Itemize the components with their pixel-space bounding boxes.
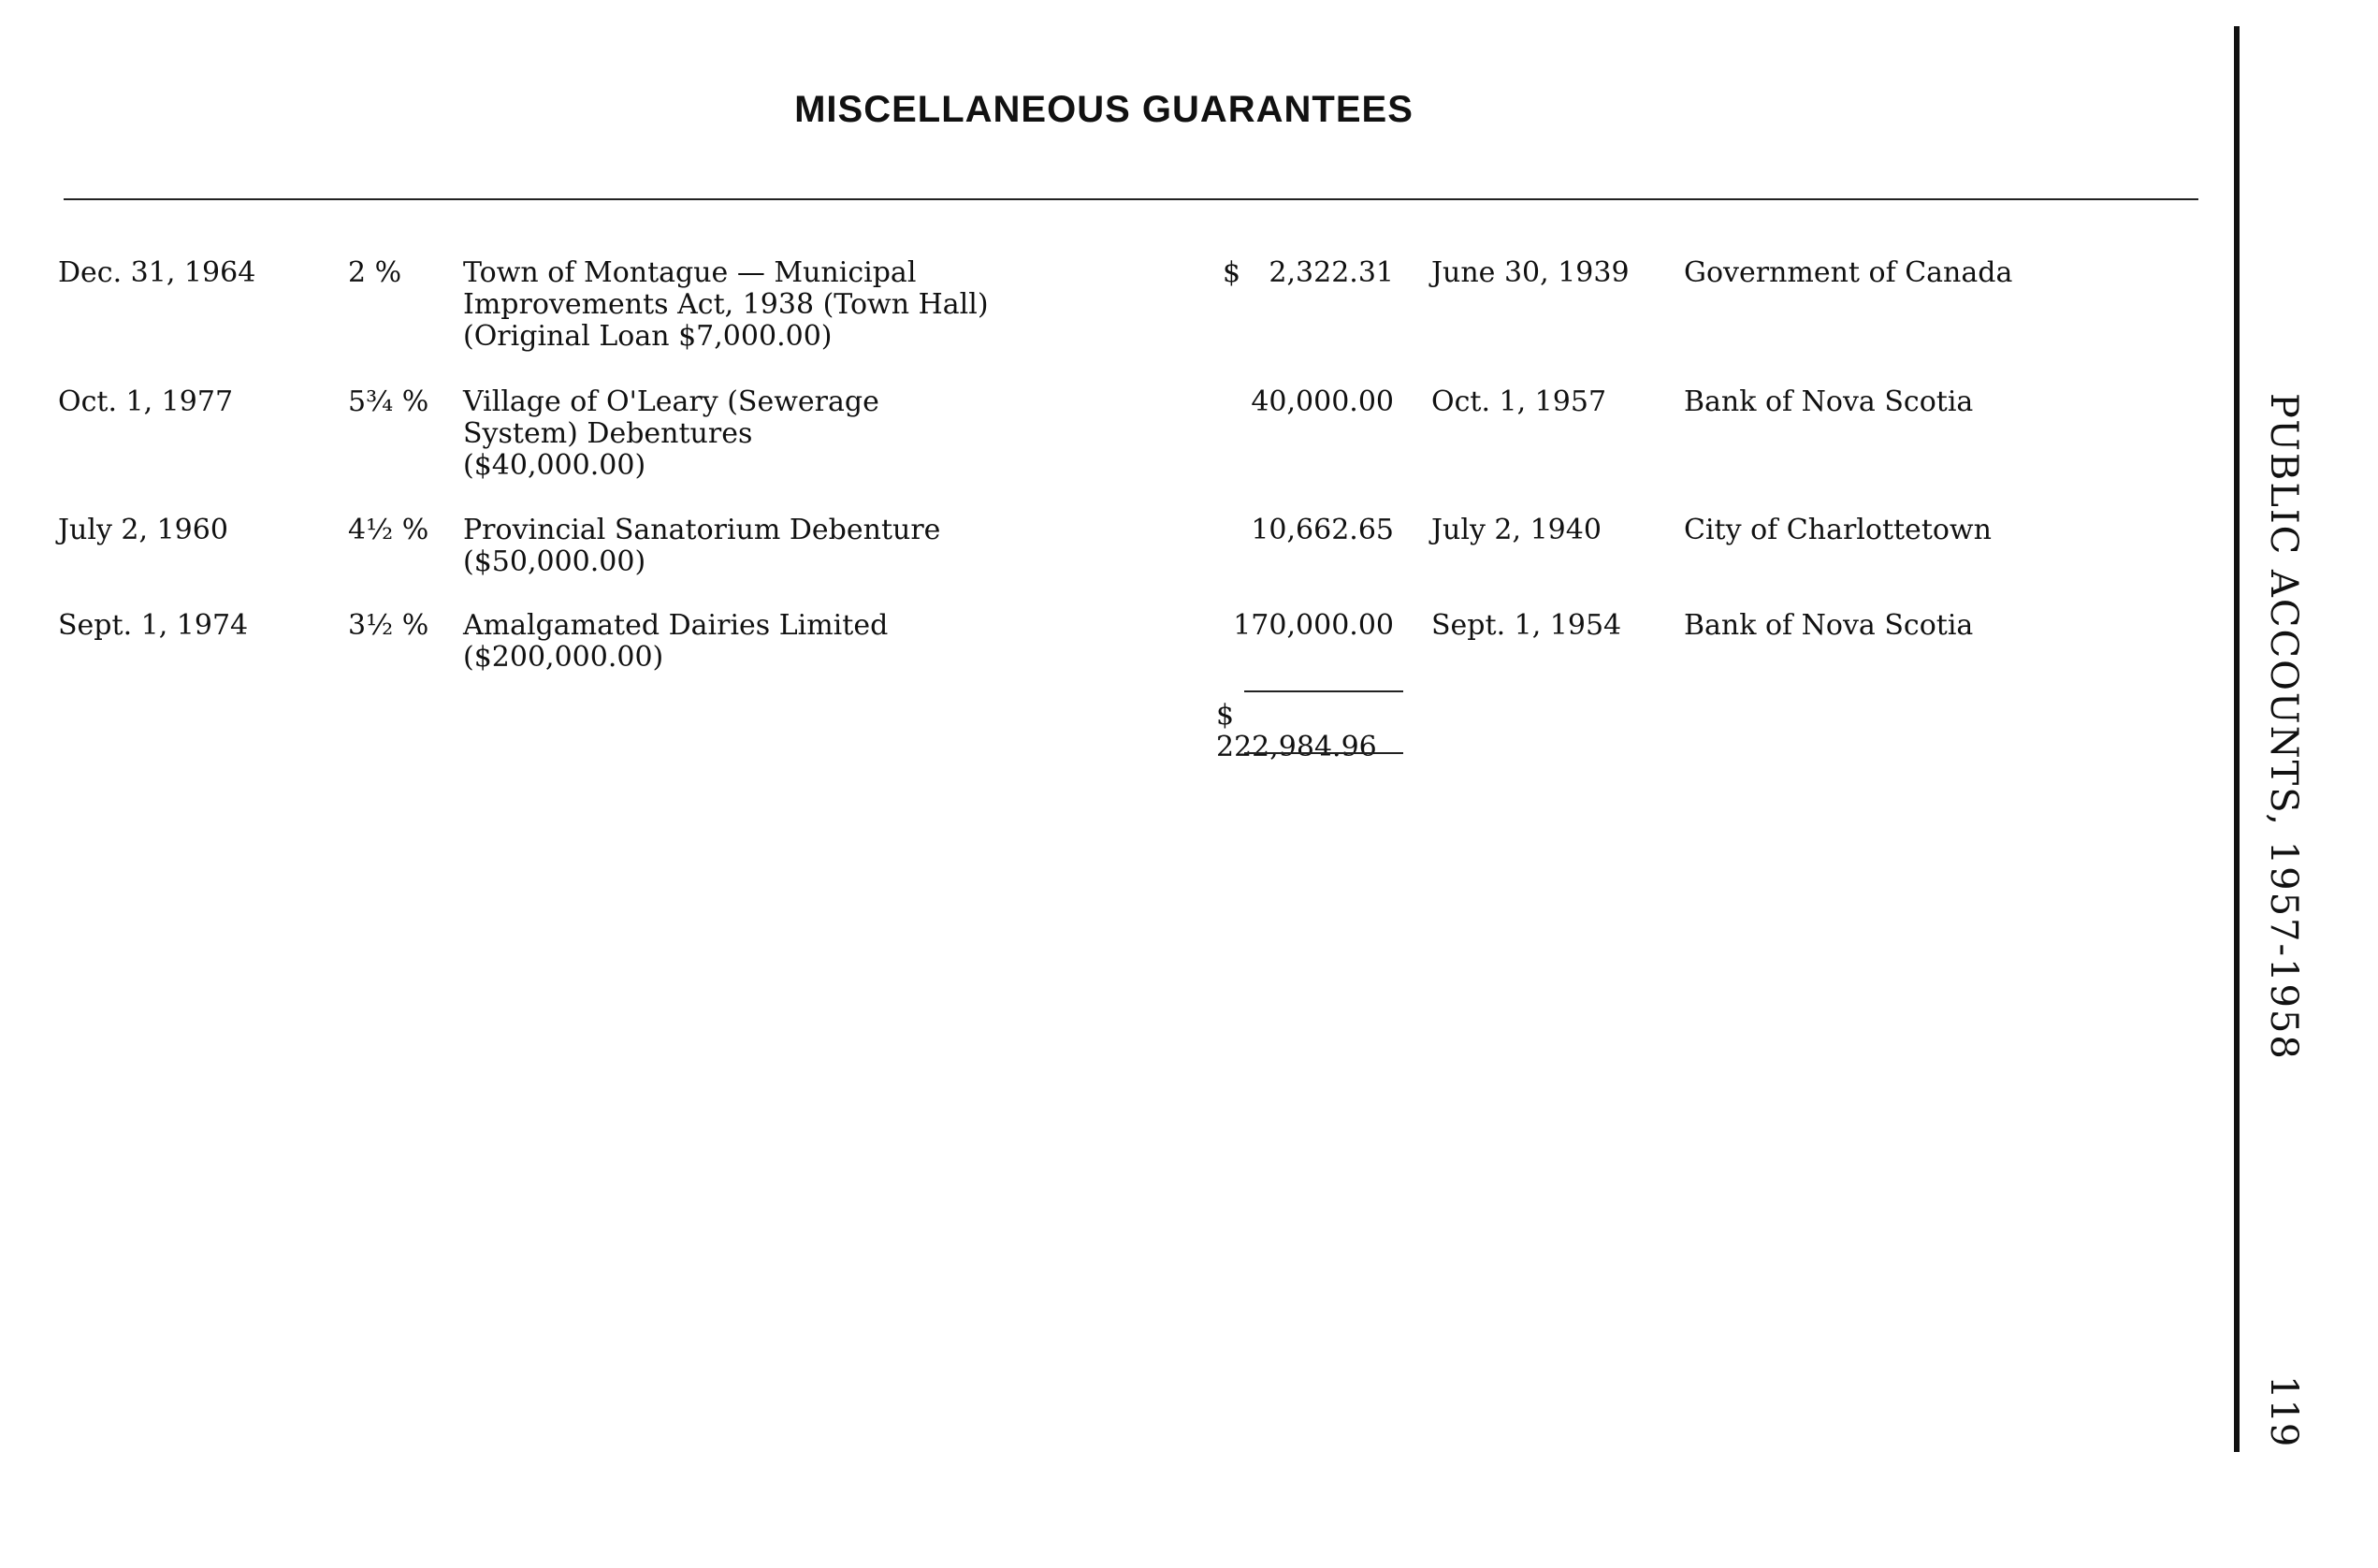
total-rule-bottom — [1244, 752, 1403, 754]
interest-rate: 4½ % — [348, 514, 429, 546]
due-date: Sept. 1, 1974 — [58, 609, 249, 642]
header-rule — [64, 198, 2198, 200]
holder: City of Charlottetown — [1684, 514, 1992, 546]
description — [463, 610, 1230, 674]
page-title: MISCELLANEOUS GUARANTEES — [794, 89, 1414, 130]
description-line: ($200,000.00) — [463, 641, 664, 674]
description-line: Provincial Sanatorium Debenture — [463, 514, 941, 546]
description — [463, 515, 1230, 578]
margin-rule — [2234, 26, 2240, 1452]
holder: Bank of Nova Scotia — [1684, 385, 1974, 418]
guarantee-date: June 30, 1939 — [1431, 256, 1630, 289]
due-date: July 2, 1960 — [58, 514, 228, 546]
interest-rate: 5¾ % — [348, 385, 429, 418]
amount: 170,000.00 — [1233, 609, 1394, 642]
dollar-sign: $ — [1223, 256, 1241, 289]
interest-rate: 3½ % — [348, 609, 429, 642]
description — [463, 257, 1230, 353]
page-number: 119 — [2262, 1375, 2305, 1447]
guarantee-date: July 2, 1940 — [1431, 514, 1602, 546]
description — [463, 386, 1230, 482]
description-line: System) Debentures — [463, 417, 753, 450]
running-head: PUBLIC ACCOUNTS, 1957-1958 — [2262, 393, 2305, 1061]
description-line: (Original Loan $7,000.00) — [463, 320, 833, 353]
description-line: ($40,000.00) — [463, 449, 646, 482]
amount: 2,322.31 — [1269, 256, 1394, 289]
total-rule-top — [1244, 690, 1403, 692]
due-date: Dec. 31, 1964 — [58, 256, 256, 289]
due-date: Oct. 1, 1977 — [58, 385, 234, 418]
description-line: Town of Montague — Municipal — [463, 256, 917, 289]
guarantee-date: Sept. 1, 1954 — [1431, 609, 1622, 642]
interest-rate: 2 % — [348, 256, 402, 289]
guarantee-date: Oct. 1, 1957 — [1431, 385, 1607, 418]
holder: Government of Canada — [1684, 256, 2013, 289]
amount: 40,000.00 — [1251, 385, 1394, 418]
description-line: Village of O'Leary (Sewerage — [463, 385, 879, 418]
description-line: Amalgamated Dairies Limited — [463, 609, 889, 642]
description-line: ($50,000.00) — [463, 545, 646, 578]
total-amount: $ 222,984.96 — [1216, 699, 1377, 763]
description-line: Improvements Act, 1938 (Town Hall) — [463, 288, 989, 321]
amount: 10,662.65 — [1251, 514, 1394, 546]
holder: Bank of Nova Scotia — [1684, 609, 1974, 642]
